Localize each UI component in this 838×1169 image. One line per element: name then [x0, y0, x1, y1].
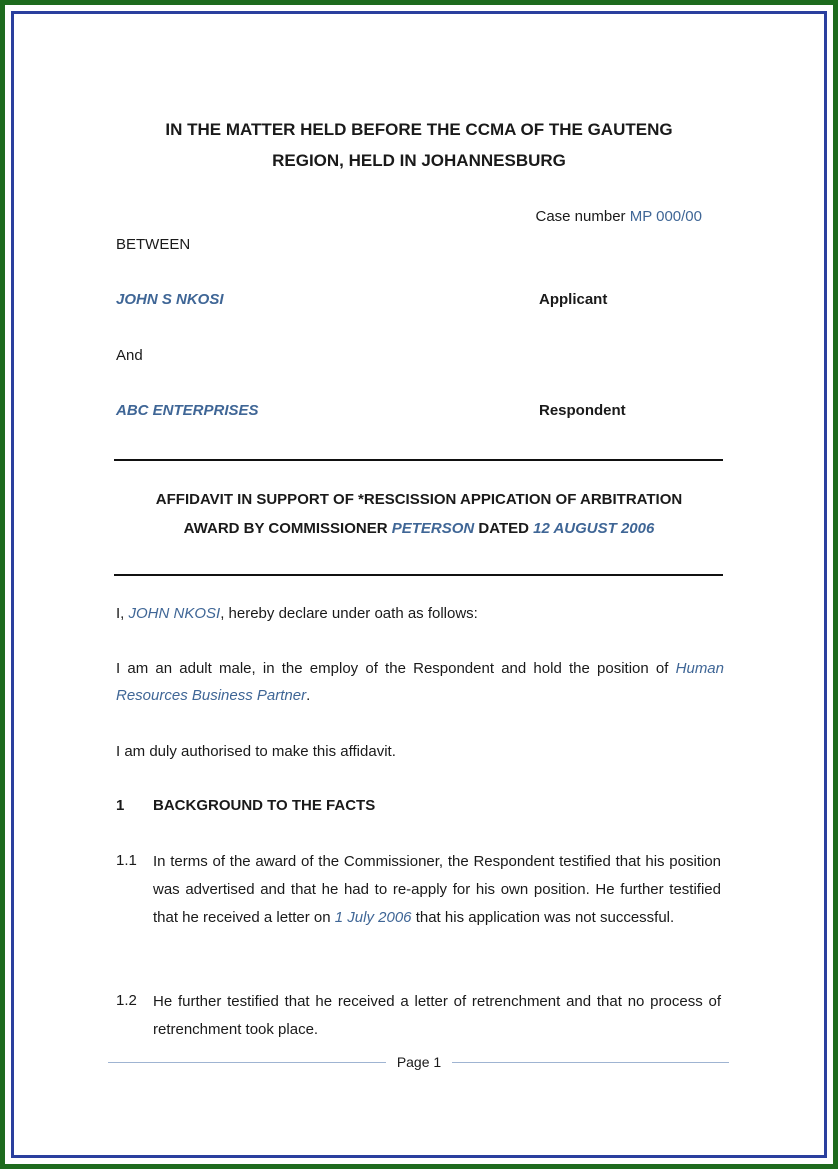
between-label: BETWEEN — [116, 236, 191, 253]
authorised-paragraph: I am duly authorised to make this affidavit. — [116, 743, 396, 760]
dated-label: DATED — [478, 520, 529, 537]
respondent-name: ABC ENTERPRISES — [116, 402, 259, 419]
footer-rule-right — [452, 1062, 729, 1063]
case-number — [380, 208, 702, 225]
divider-top — [114, 459, 723, 461]
declarant-name: JOHN NKOSI — [128, 605, 221, 622]
employment-position: Human Resources Business Partner — [116, 660, 724, 704]
item-1-1-text-after: that his application was not successful. — [415, 909, 675, 926]
affidavit-title-line-1: AFFIDAVIT IN SUPPORT OF *RESCISSION APPICATION OF ARBITRATION — [155, 491, 683, 508]
respondent-role: Respondent — [539, 402, 626, 419]
award-date: 12 AUGUST 2006 — [533, 520, 655, 537]
affidavit-title — [100, 485, 738, 543]
item-1-1-number: 1.1 — [116, 852, 137, 869]
declaration-prefix: I, — [116, 605, 125, 622]
document-title — [100, 114, 738, 176]
item-1-2-text: He further testified that he received a letter of retrenchment and that no process of retrenchment took place. — [153, 993, 721, 1038]
case-number-value: MP 000/00 — [629, 208, 702, 225]
divider-bottom — [114, 574, 723, 576]
section-heading: BACKGROUND TO THE FACTS — [153, 797, 376, 814]
affidavit-title-prefix: AWARD BY COMMISSIONER — [183, 520, 388, 537]
item-1-2-number: 1.2 — [116, 992, 137, 1009]
case-number-label: Case number — [535, 208, 626, 225]
page-number: Page 1 — [396, 1054, 442, 1070]
employment-text: I am an adult male, in the employ of the Respondent and hold the position of — [116, 660, 669, 677]
declaration-suffix: , hereby declare under oath as follows: — [220, 605, 478, 622]
section-number: 1 — [116, 797, 125, 814]
employment-paragraph — [116, 655, 724, 709]
footer-rule-left — [108, 1062, 386, 1063]
item-1-1-text — [153, 848, 721, 932]
and-label: And — [116, 347, 143, 364]
employment-end: . — [306, 687, 311, 704]
letter-date: 1 July 2006 — [334, 909, 412, 926]
applicant-role: Applicant — [539, 291, 608, 308]
title-line-2: REGION, HELD IN JOHANNESBURG — [272, 151, 566, 170]
title-line-1: IN THE MATTER HELD BEFORE THE CCMA OF THE GAUTENG — [165, 120, 673, 139]
applicant-name: JOHN S NKOSI — [116, 291, 224, 308]
commissioner-name: PETERSON — [391, 520, 475, 537]
affidavit-title-line-2 — [100, 514, 738, 543]
declaration-paragraph — [116, 600, 724, 627]
item-1-1-text-before: In terms of the award of the Commissioner, the Respondent testified that his position was advertised and that he had to re-apply for his own position. He further testified that he received a letter on — [153, 853, 721, 926]
